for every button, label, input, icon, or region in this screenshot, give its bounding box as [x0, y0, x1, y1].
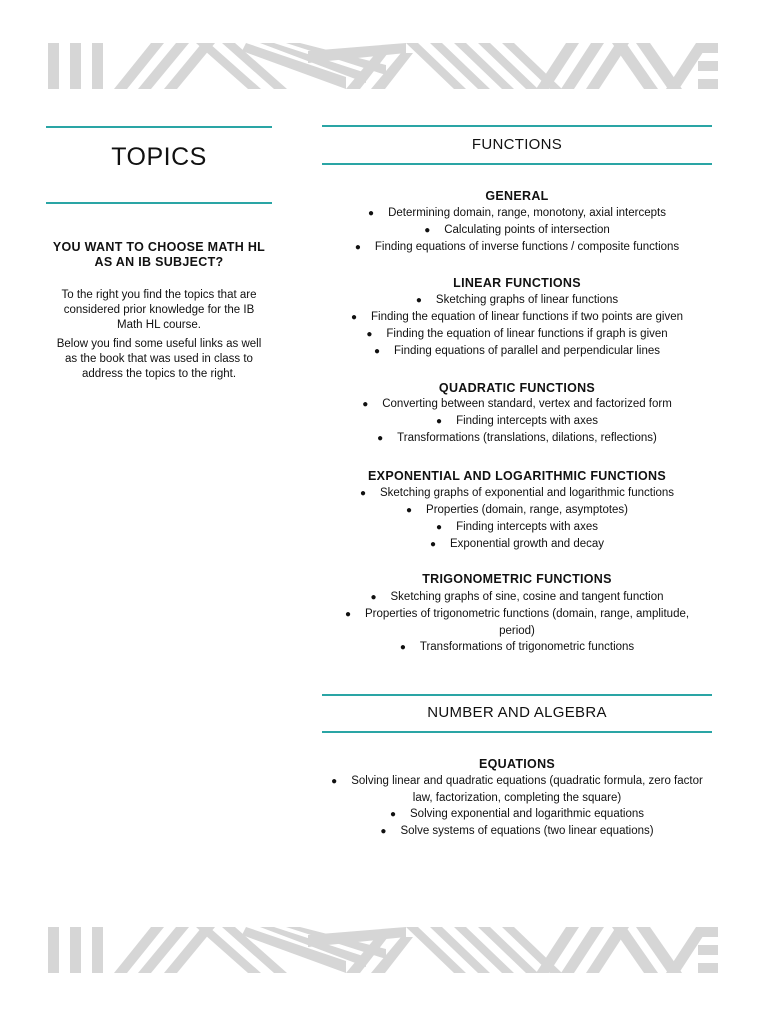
decorative-stripe-band-bottom [46, 927, 718, 973]
exponential-list [322, 485, 712, 553]
functions-rule-bottom [322, 163, 712, 165]
topics-title: TOPICS [111, 143, 207, 171]
list-item: ● Determining domain, range, monotony, axial intercepts [368, 207, 666, 219]
list-item: ● Sketching graphs of exponential and logarithmic functions [359, 487, 675, 499]
list-item: ● Transformations (translations, dilations, reflections) [377, 432, 657, 444]
list-item: ● Finding the equation of linear functions if two points are given [350, 311, 684, 323]
list-item-continuation: period) [499, 625, 535, 637]
trigonometric-list [322, 589, 712, 656]
list-item: ● Finding intercepts with axes [436, 521, 598, 533]
general-list [322, 205, 712, 256]
general-heading: GENERAL [485, 189, 549, 203]
list-item: ● Finding equations of inverse functions / composite functions [354, 241, 680, 253]
topics-rule-top [46, 126, 272, 128]
list-item: ● Solving exponential and logarithmic equations [389, 808, 645, 820]
linear-list [322, 292, 712, 360]
intro-question: YOU WANT TO CHOOSE MATH HL AS AN IB SUBJECT? [52, 240, 266, 269]
algebra-rule-top [322, 694, 712, 696]
quadratic-heading: QUADRATIC FUNCTIONS [438, 381, 596, 395]
list-item: ● Finding the equation of linear functions if graph is given [366, 328, 668, 340]
list-item: ● Solve systems of equations (two linear equations) [380, 825, 654, 837]
list-item: ● Exponential growth and decay [429, 538, 605, 550]
list-item: ● Calculating points of intersection [424, 224, 610, 236]
topics-rule-bottom [46, 202, 272, 204]
decorative-stripe-band-top [46, 43, 718, 89]
functions-heading: FUNCTIONS [471, 136, 563, 153]
list-item: ● Properties (domain, range, asymptotes) [405, 504, 629, 516]
equations-list [322, 773, 712, 840]
intro-paragraph-1: To the right you find the topics that are considered prior knowledge for the IB Math HL course. [61, 289, 257, 331]
list-item-continuation: law, factorization, completing the square) [412, 792, 622, 804]
list-item: ● Solving linear and quadratic equations (quadratic formula, zero factor [331, 775, 703, 787]
list-item: ● Finding intercepts with axes [436, 415, 598, 427]
list-item: ● Sketching graphs of linear functions [415, 294, 619, 306]
list-item: ● Transformations of trigonometric functions [399, 641, 635, 653]
equations-heading: EQUATIONS [478, 757, 556, 771]
algebra-rule-bottom [322, 731, 712, 733]
functions-rule-top [322, 125, 712, 127]
list-item: ● Sketching graphs of sine, cosine and tangent function [370, 591, 664, 603]
algebra-heading: NUMBER AND ALGEBRA [427, 704, 607, 721]
quadratic-list [322, 396, 712, 447]
list-item: ● Finding equations of parallel and perpendicular lines [373, 345, 660, 357]
linear-heading: LINEAR FUNCTIONS [453, 276, 581, 290]
intro-paragraph-2: Below you find some useful links as well as the book that was used in class to address the topics to the right. [56, 338, 262, 380]
list-item: ● Properties of trigonometric functions (domain, range, amplitude, [344, 608, 690, 620]
trigonometric-heading: TRIGONOMETRIC FUNCTIONS [422, 572, 612, 586]
exponential-heading: EXPONENTIAL AND LOGARITHMIC FUNCTIONS [368, 469, 666, 483]
list-item: ● Converting between standard, vertex and factorized form [362, 398, 672, 410]
